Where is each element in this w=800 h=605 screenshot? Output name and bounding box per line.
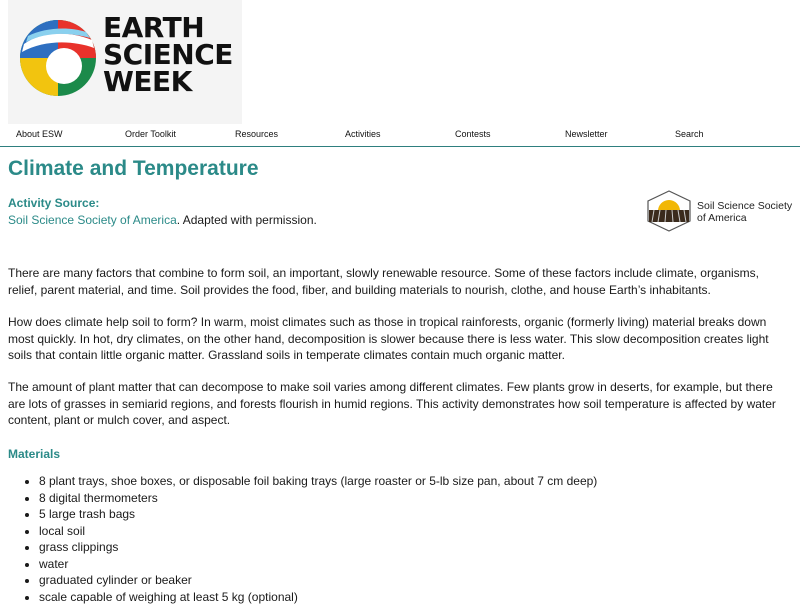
sssa-logo-text — [697, 200, 792, 224]
sssa-logo[interactable] — [646, 190, 798, 232]
materials-list — [22, 473, 597, 605]
list-item: • local soil — [39, 523, 597, 540]
logo-line-2: SCIENCE — [103, 41, 233, 68]
nav-about-esw[interactable]: About ESW — [16, 129, 63, 139]
nav-resources[interactable]: Resources — [235, 129, 278, 139]
activity-source-label: Activity Source: — [8, 196, 99, 210]
list-item: • graduated cylinder or beaker — [39, 572, 597, 589]
site-logo[interactable] — [8, 0, 242, 124]
page-title: Climate and Temperature — [8, 157, 259, 181]
sssa-emblem-icon — [646, 190, 692, 232]
list-item: • water — [39, 556, 597, 573]
earth-science-week-logo-icon — [18, 18, 98, 98]
materials-heading: Materials — [8, 447, 60, 461]
logo-line-3: WEEK — [103, 68, 233, 95]
nav-order-toolkit[interactable]: Order Toolkit — [125, 129, 176, 139]
nav-newsletter[interactable]: Newsletter — [565, 129, 608, 139]
sssa-logo-line-1: Soil Science Society — [697, 200, 792, 212]
climate-paragraph: How does climate help soil to form? In warm, moist climates such as those in tropical rainforests, organic (formerly living) material breaks down most quickly. In hot, dry climates, on the other hand, decomposition is slower because there is less water. This slow decomposition creates light soils that contain little organic matter. Grassland soils in temperate climates contain much organic matter. — [8, 314, 783, 364]
main-nav — [0, 124, 800, 147]
list-item: • 5 large trash bags — [39, 506, 597, 523]
plant-matter-paragraph: The amount of plant matter that can decompose to make soil varies among different climates. Few plants grow in deserts, for example, but there are lots of grasses in semiarid regions, and forests flourish in humid regions. This activity demonstrates how soil temperature is affected by water content, plant or mulch cover, and aspect. — [8, 379, 783, 429]
list-item: • scale capable of weighing at least 5 kg (optional) — [39, 589, 597, 605]
logo-wordmark — [103, 14, 233, 95]
sssa-logo-line-2: of America — [697, 212, 792, 224]
list-item: • 8 plant trays, shoe boxes, or disposable foil baking trays (large roaster or 5-lb size pan, about 7 cm deep) — [39, 473, 597, 490]
nav-contests[interactable]: Contests — [455, 129, 491, 139]
source-suffix: . Adapted with permission. — [177, 213, 317, 227]
list-item: • grass clippings — [39, 539, 597, 556]
source-link[interactable]: Soil Science Society of America — [8, 213, 177, 227]
nav-search[interactable]: Search — [675, 129, 704, 139]
logo-line-1: EARTH — [103, 14, 233, 41]
nav-activities[interactable]: Activities — [345, 129, 381, 139]
intro-paragraph: There are many factors that combine to form soil, an important, slowly renewable resource. Some of these factors include climate, organisms, relief, parent material, and time. Soil provides the food, fiber, and building materials to nourish, clothe, and house Earth’s inhabitants. — [8, 265, 783, 298]
activity-source-line — [8, 213, 317, 227]
list-item: • 8 digital thermometers — [39, 490, 597, 507]
